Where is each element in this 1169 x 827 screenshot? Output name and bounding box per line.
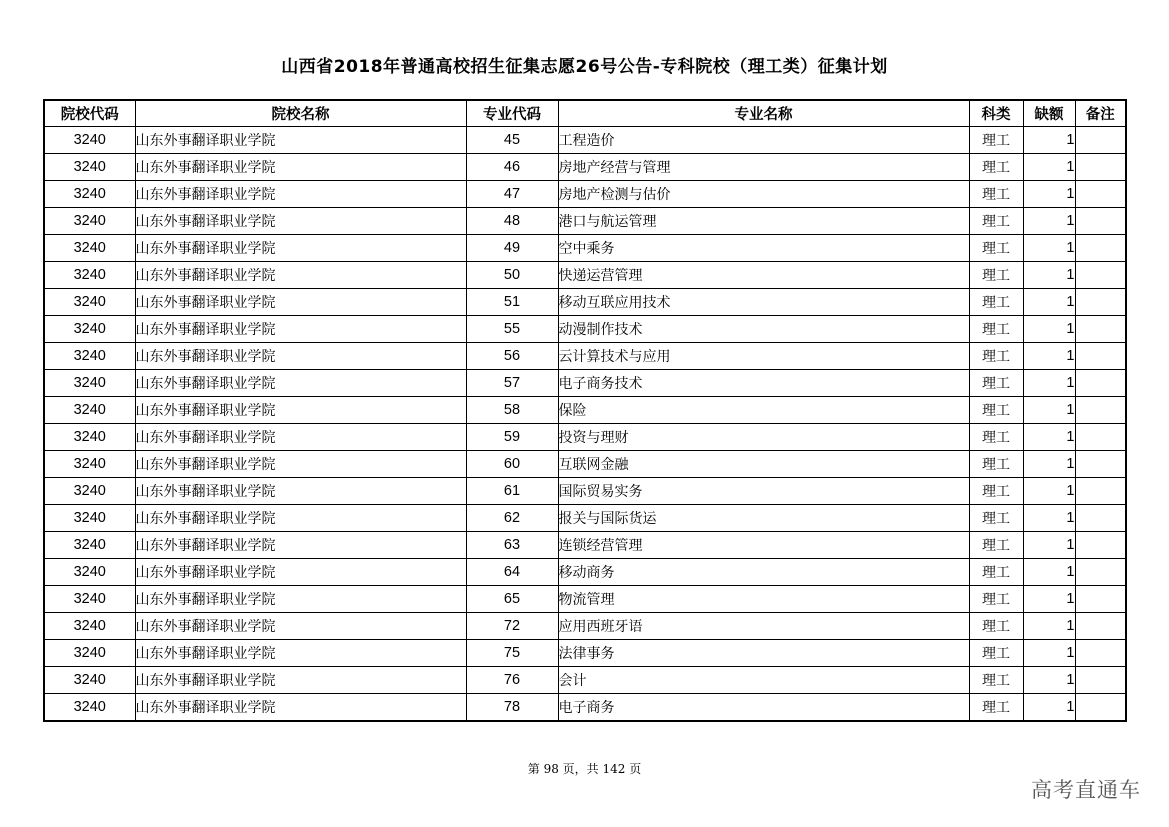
cell-category: 理工 (969, 181, 1023, 208)
table-row (44, 424, 1126, 451)
cell-category: 理工 (969, 505, 1023, 532)
cell-vacancies: 1 (1023, 262, 1075, 289)
cell-category: 理工 (969, 694, 1023, 722)
cell-vacancies: 1 (1023, 532, 1075, 559)
cell-major-name: 报关与国际货运 (558, 505, 969, 532)
table-row (44, 343, 1126, 370)
cell-school-code: 3240 (44, 613, 135, 640)
cell-major-name: 物流管理 (558, 586, 969, 613)
cell-school-code: 3240 (44, 559, 135, 586)
cell-major-code: 50 (466, 262, 558, 289)
cell-school-name: 山东外事翻译职业学院 (135, 370, 466, 397)
cell-category: 理工 (969, 451, 1023, 478)
cell-vacancies: 1 (1023, 613, 1075, 640)
cell-major-code: 45 (466, 127, 558, 154)
cell-school-code: 3240 (44, 505, 135, 532)
cell-school-code: 3240 (44, 181, 135, 208)
cell-school-code: 3240 (44, 235, 135, 262)
cell-school-name: 山东外事翻译职业学院 (135, 127, 466, 154)
cell-major-name: 连锁经营管理 (558, 532, 969, 559)
cell-school-code: 3240 (44, 154, 135, 181)
header-remarks: 备注 (1075, 100, 1126, 127)
cell-school-name: 山东外事翻译职业学院 (135, 397, 466, 424)
cell-vacancies: 1 (1023, 208, 1075, 235)
cell-remarks (1075, 478, 1126, 505)
cell-vacancies: 1 (1023, 181, 1075, 208)
cell-category: 理工 (969, 343, 1023, 370)
cell-major-code: 57 (466, 370, 558, 397)
cell-category: 理工 (969, 586, 1023, 613)
cell-school-code: 3240 (44, 343, 135, 370)
cell-school-code: 3240 (44, 532, 135, 559)
cell-major-code: 64 (466, 559, 558, 586)
cell-major-code: 60 (466, 451, 558, 478)
cell-major-code: 47 (466, 181, 558, 208)
cell-major-name: 互联网金融 (558, 451, 969, 478)
cell-major-code: 56 (466, 343, 558, 370)
cell-major-code: 78 (466, 694, 558, 722)
watermark-text: 高考直通车 (1031, 778, 1141, 802)
table-row (44, 154, 1126, 181)
header-school-name: 院校名称 (135, 100, 466, 127)
cell-vacancies: 1 (1023, 694, 1075, 722)
table-row (44, 235, 1126, 262)
cell-vacancies: 1 (1023, 667, 1075, 694)
table-row (44, 370, 1126, 397)
cell-school-code: 3240 (44, 478, 135, 505)
cell-remarks (1075, 694, 1126, 722)
cell-major-name: 应用西班牙语 (558, 613, 969, 640)
cell-major-name: 工程造价 (558, 127, 969, 154)
table-row (44, 559, 1126, 586)
cell-school-code: 3240 (44, 370, 135, 397)
cell-major-code: 59 (466, 424, 558, 451)
cell-major-name: 快递运营管理 (558, 262, 969, 289)
cell-school-name: 山东外事翻译职业学院 (135, 181, 466, 208)
cell-major-code: 58 (466, 397, 558, 424)
cell-category: 理工 (969, 667, 1023, 694)
document-title: 山西省2018年普通高校招生征集志愿26号公告-专科院校（理工类）征集计划 (281, 57, 888, 77)
cell-school-name: 山东外事翻译职业学院 (135, 667, 466, 694)
cell-major-code: 62 (466, 505, 558, 532)
cell-category: 理工 (969, 235, 1023, 262)
cell-school-name: 山东外事翻译职业学院 (135, 586, 466, 613)
cell-school-name: 山东外事翻译职业学院 (135, 478, 466, 505)
table-row (44, 532, 1126, 559)
cell-school-name: 山东外事翻译职业学院 (135, 613, 466, 640)
cell-category: 理工 (969, 640, 1023, 667)
cell-school-name: 山东外事翻译职业学院 (135, 289, 466, 316)
header-vacancies: 缺额 (1023, 100, 1075, 127)
cell-vacancies: 1 (1023, 505, 1075, 532)
cell-major-code: 75 (466, 640, 558, 667)
cell-remarks (1075, 316, 1126, 343)
cell-category: 理工 (969, 478, 1023, 505)
header-major-name: 专业名称 (558, 100, 969, 127)
table-row (44, 397, 1126, 424)
cell-major-name: 会计 (558, 667, 969, 694)
cell-major-code: 72 (466, 613, 558, 640)
cell-vacancies: 1 (1023, 154, 1075, 181)
cell-remarks (1075, 370, 1126, 397)
cell-remarks (1075, 586, 1126, 613)
cell-remarks (1075, 451, 1126, 478)
cell-school-code: 3240 (44, 397, 135, 424)
cell-major-code: 61 (466, 478, 558, 505)
cell-category: 理工 (969, 613, 1023, 640)
cell-school-name: 山东外事翻译职业学院 (135, 154, 466, 181)
cell-remarks (1075, 181, 1126, 208)
cell-school-code: 3240 (44, 289, 135, 316)
cell-remarks (1075, 505, 1126, 532)
cell-major-code: 51 (466, 289, 558, 316)
table-row (44, 262, 1126, 289)
cell-school-name: 山东外事翻译职业学院 (135, 262, 466, 289)
header-major-code: 专业代码 (466, 100, 558, 127)
cell-school-code: 3240 (44, 316, 135, 343)
cell-major-name: 保险 (558, 397, 969, 424)
cell-category: 理工 (969, 127, 1023, 154)
cell-major-name: 空中乘务 (558, 235, 969, 262)
cell-vacancies: 1 (1023, 586, 1075, 613)
cell-category: 理工 (969, 532, 1023, 559)
cell-vacancies: 1 (1023, 316, 1075, 343)
cell-school-name: 山东外事翻译职业学院 (135, 343, 466, 370)
table-row (44, 613, 1126, 640)
cell-major-name: 房地产检测与估价 (558, 181, 969, 208)
cell-school-name: 山东外事翻译职业学院 (135, 451, 466, 478)
cell-vacancies: 1 (1023, 235, 1075, 262)
table-row (44, 667, 1126, 694)
cell-vacancies: 1 (1023, 370, 1075, 397)
table-body (44, 127, 1126, 722)
cell-category: 理工 (969, 154, 1023, 181)
cell-school-name: 山东外事翻译职业学院 (135, 235, 466, 262)
table-row (44, 640, 1126, 667)
cell-school-code: 3240 (44, 262, 135, 289)
cell-school-name: 山东外事翻译职业学院 (135, 316, 466, 343)
header-category: 科类 (969, 100, 1023, 127)
enrollment-plan-table (43, 99, 1127, 722)
cell-category: 理工 (969, 289, 1023, 316)
cell-major-code: 49 (466, 235, 558, 262)
cell-vacancies: 1 (1023, 127, 1075, 154)
cell-school-code: 3240 (44, 586, 135, 613)
cell-remarks (1075, 532, 1126, 559)
cell-major-code: 48 (466, 208, 558, 235)
cell-major-code: 63 (466, 532, 558, 559)
cell-major-name: 动漫制作技术 (558, 316, 969, 343)
table-header-row (44, 100, 1126, 127)
cell-school-code: 3240 (44, 667, 135, 694)
cell-major-name: 港口与航运管理 (558, 208, 969, 235)
cell-vacancies: 1 (1023, 478, 1075, 505)
cell-major-code: 65 (466, 586, 558, 613)
cell-remarks (1075, 424, 1126, 451)
table-row (44, 316, 1126, 343)
cell-major-code: 46 (466, 154, 558, 181)
cell-remarks (1075, 397, 1126, 424)
cell-major-name: 云计算技术与应用 (558, 343, 969, 370)
cell-major-name: 移动商务 (558, 559, 969, 586)
cell-vacancies: 1 (1023, 559, 1075, 586)
cell-major-name: 法律事务 (558, 640, 969, 667)
cell-school-code: 3240 (44, 424, 135, 451)
page-number-footer: 第 98 页，共 142 页 (527, 762, 642, 776)
cell-school-name: 山东外事翻译职业学院 (135, 640, 466, 667)
cell-school-code: 3240 (44, 127, 135, 154)
cell-vacancies: 1 (1023, 343, 1075, 370)
cell-category: 理工 (969, 316, 1023, 343)
table-row (44, 289, 1126, 316)
cell-category: 理工 (969, 559, 1023, 586)
cell-vacancies: 1 (1023, 397, 1075, 424)
cell-school-code: 3240 (44, 451, 135, 478)
cell-major-name: 移动互联应用技术 (558, 289, 969, 316)
table-row (44, 505, 1126, 532)
table-row (44, 127, 1126, 154)
cell-remarks (1075, 262, 1126, 289)
cell-school-name: 山东外事翻译职业学院 (135, 694, 466, 722)
cell-remarks (1075, 235, 1126, 262)
cell-vacancies: 1 (1023, 424, 1075, 451)
cell-remarks (1075, 154, 1126, 181)
cell-category: 理工 (969, 208, 1023, 235)
header-school-code: 院校代码 (44, 100, 135, 127)
cell-major-code: 76 (466, 667, 558, 694)
cell-school-name: 山东外事翻译职业学院 (135, 424, 466, 451)
cell-school-name: 山东外事翻译职业学院 (135, 532, 466, 559)
cell-major-name: 投资与理财 (558, 424, 969, 451)
cell-remarks (1075, 613, 1126, 640)
cell-category: 理工 (969, 424, 1023, 451)
cell-remarks (1075, 289, 1126, 316)
table-row (44, 451, 1126, 478)
cell-major-code: 55 (466, 316, 558, 343)
cell-remarks (1075, 127, 1126, 154)
cell-category: 理工 (969, 262, 1023, 289)
cell-remarks (1075, 667, 1126, 694)
cell-school-code: 3240 (44, 640, 135, 667)
cell-category: 理工 (969, 397, 1023, 424)
cell-remarks (1075, 640, 1126, 667)
cell-category: 理工 (969, 370, 1023, 397)
cell-remarks (1075, 559, 1126, 586)
cell-vacancies: 1 (1023, 289, 1075, 316)
cell-school-code: 3240 (44, 208, 135, 235)
table-row (44, 694, 1126, 722)
cell-major-name: 国际贸易实务 (558, 478, 969, 505)
table-row (44, 586, 1126, 613)
table-row (44, 181, 1126, 208)
table-row (44, 478, 1126, 505)
cell-vacancies: 1 (1023, 640, 1075, 667)
cell-remarks (1075, 343, 1126, 370)
cell-school-name: 山东外事翻译职业学院 (135, 559, 466, 586)
cell-remarks (1075, 208, 1126, 235)
table-row (44, 208, 1126, 235)
cell-school-name: 山东外事翻译职业学院 (135, 505, 466, 532)
cell-major-name: 房地产经营与管理 (558, 154, 969, 181)
cell-major-name: 电子商务 (558, 694, 969, 722)
cell-school-name: 山东外事翻译职业学院 (135, 208, 466, 235)
cell-school-code: 3240 (44, 694, 135, 722)
cell-major-name: 电子商务技术 (558, 370, 969, 397)
cell-vacancies: 1 (1023, 451, 1075, 478)
